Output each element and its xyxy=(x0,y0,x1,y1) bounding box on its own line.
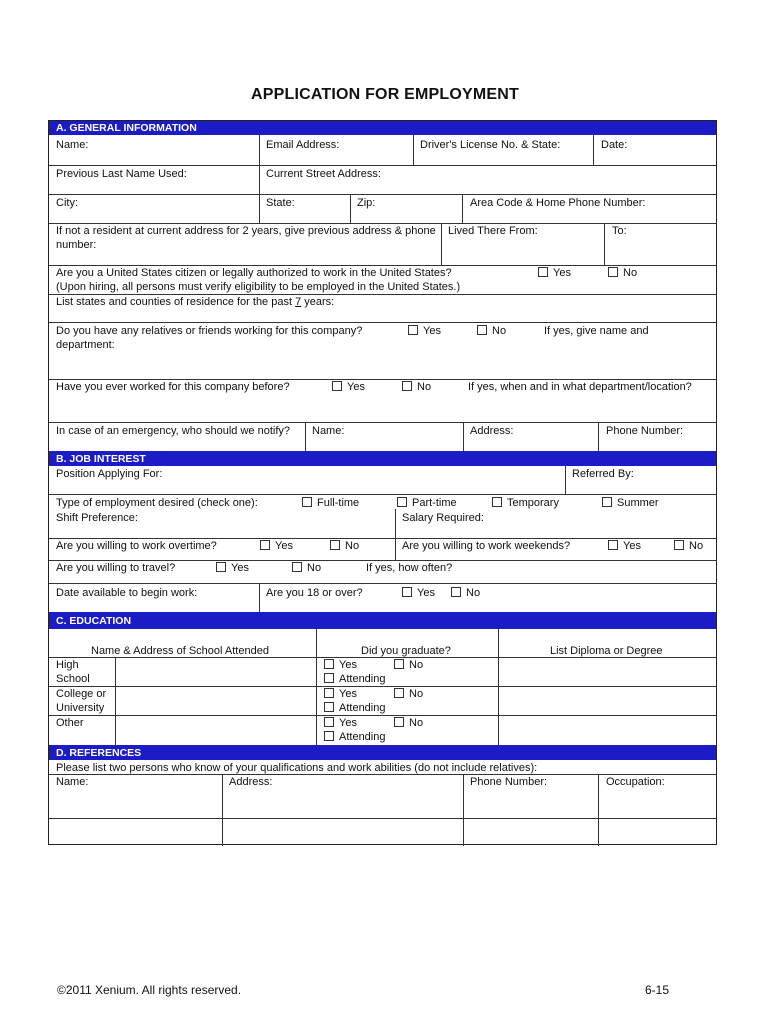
checkbox-icon[interactable] xyxy=(451,587,461,597)
type-summer-option[interactable]: Summer xyxy=(602,496,659,510)
application-form xyxy=(48,120,717,845)
checkbox-icon[interactable] xyxy=(216,562,226,572)
checkbox-icon[interactable] xyxy=(394,688,404,698)
checkbox-icon[interactable] xyxy=(324,702,334,712)
checkbox-icon[interactable] xyxy=(408,325,418,335)
type-temporary-option[interactable]: Temporary xyxy=(492,496,559,510)
weekends-yes-option[interactable]: Yes xyxy=(608,539,641,553)
college-yes-option[interactable]: Yes xyxy=(324,687,357,701)
emergency-address-label: Address: xyxy=(470,425,514,437)
high-school-attending-option[interactable]: Attending xyxy=(324,672,385,686)
referred-by-label: Referred By: xyxy=(572,468,634,480)
travel-how-often-label: If yes, how often? xyxy=(366,562,453,574)
checkbox-icon[interactable] xyxy=(397,497,407,507)
worked-yes-option[interactable]: Yes xyxy=(332,380,365,394)
checkbox-icon[interactable] xyxy=(602,497,612,507)
citizen-question: Are you a United States citizen or legally authorized to work in the United States? xyxy=(56,267,452,279)
travel-no-option[interactable]: No xyxy=(292,561,321,575)
relatives-question: Do you have any relatives or friends working for this company? xyxy=(56,325,363,337)
travel-question: Are you willing to travel? xyxy=(56,562,176,574)
checkbox-icon[interactable] xyxy=(394,717,404,727)
section-references-header: D. REFERENCES xyxy=(49,745,716,760)
available-date-label: Date available to begin work: xyxy=(56,587,198,599)
relatives-department-label: department: xyxy=(56,339,115,351)
checkbox-icon[interactable] xyxy=(332,381,342,391)
age-question: Are you 18 or over? xyxy=(266,587,363,599)
states-counties-label: List states and counties of residence for the past 7 years: xyxy=(56,296,335,308)
citizen-note: (Upon hiring, all persons must verify eligibility to be employed in the United States.) xyxy=(56,281,461,293)
checkbox-icon[interactable] xyxy=(608,540,618,550)
copyright-notice: ©2011 Xenium. All rights reserved. xyxy=(57,983,242,997)
checkbox-icon[interactable] xyxy=(324,731,334,741)
checkbox-icon[interactable] xyxy=(324,688,334,698)
city-label: City: xyxy=(56,197,78,209)
reference-address-label: Address: xyxy=(229,776,273,788)
worked-before-question: Have you ever worked for this company before? xyxy=(56,381,290,393)
section-job-header: B. JOB INTEREST xyxy=(49,451,716,466)
travel-yes-option[interactable]: Yes xyxy=(216,561,249,575)
other-no-option[interactable]: No xyxy=(394,716,423,730)
relatives-yes-option[interactable]: Yes xyxy=(408,324,441,338)
home-phone-label: Area Code & Home Phone Number: xyxy=(470,197,646,209)
section-general-header: A. GENERAL INFORMATION xyxy=(49,121,716,135)
checkbox-icon[interactable] xyxy=(394,659,404,669)
checkbox-icon[interactable] xyxy=(324,659,334,669)
emergency-contact-label: In case of an emergency, who should we notify? xyxy=(56,425,290,437)
education-row-label: University xyxy=(56,702,105,714)
college-no-option[interactable]: No xyxy=(394,687,423,701)
education-row-label: High xyxy=(56,659,79,671)
school-column-header: Name & Address of School Attended xyxy=(91,645,269,657)
worked-if-yes-label: If yes, when and in what department/location? xyxy=(468,381,692,393)
salary-required-label: Salary Required: xyxy=(402,512,484,524)
overtime-no-option[interactable]: No xyxy=(330,539,359,553)
shift-preference-label: Shift Preference: xyxy=(56,512,138,524)
age-no-option[interactable]: No xyxy=(451,586,480,600)
checkbox-icon[interactable] xyxy=(538,267,548,277)
prev-last-name-label: Previous Last Name Used: xyxy=(56,168,187,180)
name-label: Name: xyxy=(56,139,89,151)
diploma-column-header: List Diploma or Degree xyxy=(550,645,663,657)
checkbox-icon[interactable] xyxy=(302,497,312,507)
overtime-question: Are you willing to work overtime? xyxy=(56,540,217,552)
overtime-yes-option[interactable]: Yes xyxy=(260,539,293,553)
checkbox-icon[interactable] xyxy=(492,497,502,507)
checkbox-icon[interactable] xyxy=(402,587,412,597)
citizen-no-option[interactable]: No xyxy=(608,266,637,280)
age-yes-option[interactable]: Yes xyxy=(402,586,435,600)
college-attending-option[interactable]: Attending xyxy=(324,701,385,715)
weekends-no-option[interactable]: No xyxy=(674,539,703,553)
worked-no-option[interactable]: No xyxy=(402,380,431,394)
emergency-name-label: Name: xyxy=(312,425,345,437)
checkbox-icon[interactable] xyxy=(477,325,487,335)
emergency-phone-label: Phone Number: xyxy=(606,425,684,437)
type-part-time-option[interactable]: Part-time xyxy=(397,496,457,510)
references-intro: Please list two persons who know of your qualifications and work abilities (do not include relatives): xyxy=(56,762,538,774)
other-yes-option[interactable]: Yes xyxy=(324,716,357,730)
lived-to-label: To: xyxy=(612,225,627,237)
email-label: Email Address: xyxy=(266,139,340,151)
previous-address-label: If not a resident at current address for 2 years, give previous address & phone number: xyxy=(56,225,436,251)
employment-type-question: Type of employment desired (check one): xyxy=(56,497,258,509)
form-title: APPLICATION FOR EMPLOYMENT xyxy=(250,86,519,103)
type-full-time-option[interactable]: Full-time xyxy=(302,496,359,510)
graduate-column-header: Did you graduate? xyxy=(361,645,451,657)
checkbox-icon[interactable] xyxy=(292,562,302,572)
lived-from-label: Lived There From: xyxy=(448,225,538,237)
street-label: Current Street Address: xyxy=(266,168,381,180)
reference-phone-label: Phone Number: xyxy=(470,776,548,788)
high-school-no-option[interactable]: No xyxy=(394,658,423,672)
date-label: Date: xyxy=(601,139,628,151)
checkbox-icon[interactable] xyxy=(260,540,270,550)
education-row-label: Other xyxy=(56,717,84,729)
reference-occupation-label: Occupation: xyxy=(606,776,665,788)
page-number: 6-15 xyxy=(645,983,670,997)
reference-name-label: Name: xyxy=(56,776,89,788)
relatives-no-option[interactable]: No xyxy=(477,324,506,338)
citizen-yes-option[interactable]: Yes xyxy=(538,266,571,280)
education-row-label: College or xyxy=(56,688,107,700)
section-education-header: C. EDUCATION xyxy=(49,612,716,629)
relatives-if-yes-label: If yes, give name and xyxy=(544,325,649,337)
license-label: Driver's License No. & State: xyxy=(420,139,561,151)
checkbox-icon[interactable] xyxy=(608,267,618,277)
checkbox-icon[interactable] xyxy=(674,540,684,550)
position-label: Position Applying For: xyxy=(56,468,163,480)
other-attending-option[interactable]: Attending xyxy=(324,730,385,744)
checkbox-icon[interactable] xyxy=(324,673,334,683)
state-label: State: xyxy=(266,197,295,209)
checkbox-icon[interactable] xyxy=(402,381,412,391)
checkbox-icon[interactable] xyxy=(330,540,340,550)
checkbox-icon[interactable] xyxy=(324,717,334,727)
zip-label: Zip: xyxy=(357,197,376,209)
high-school-yes-option[interactable]: Yes xyxy=(324,658,357,672)
weekends-question: Are you willing to work weekends? xyxy=(402,540,571,552)
education-row-label: School xyxy=(56,673,90,685)
